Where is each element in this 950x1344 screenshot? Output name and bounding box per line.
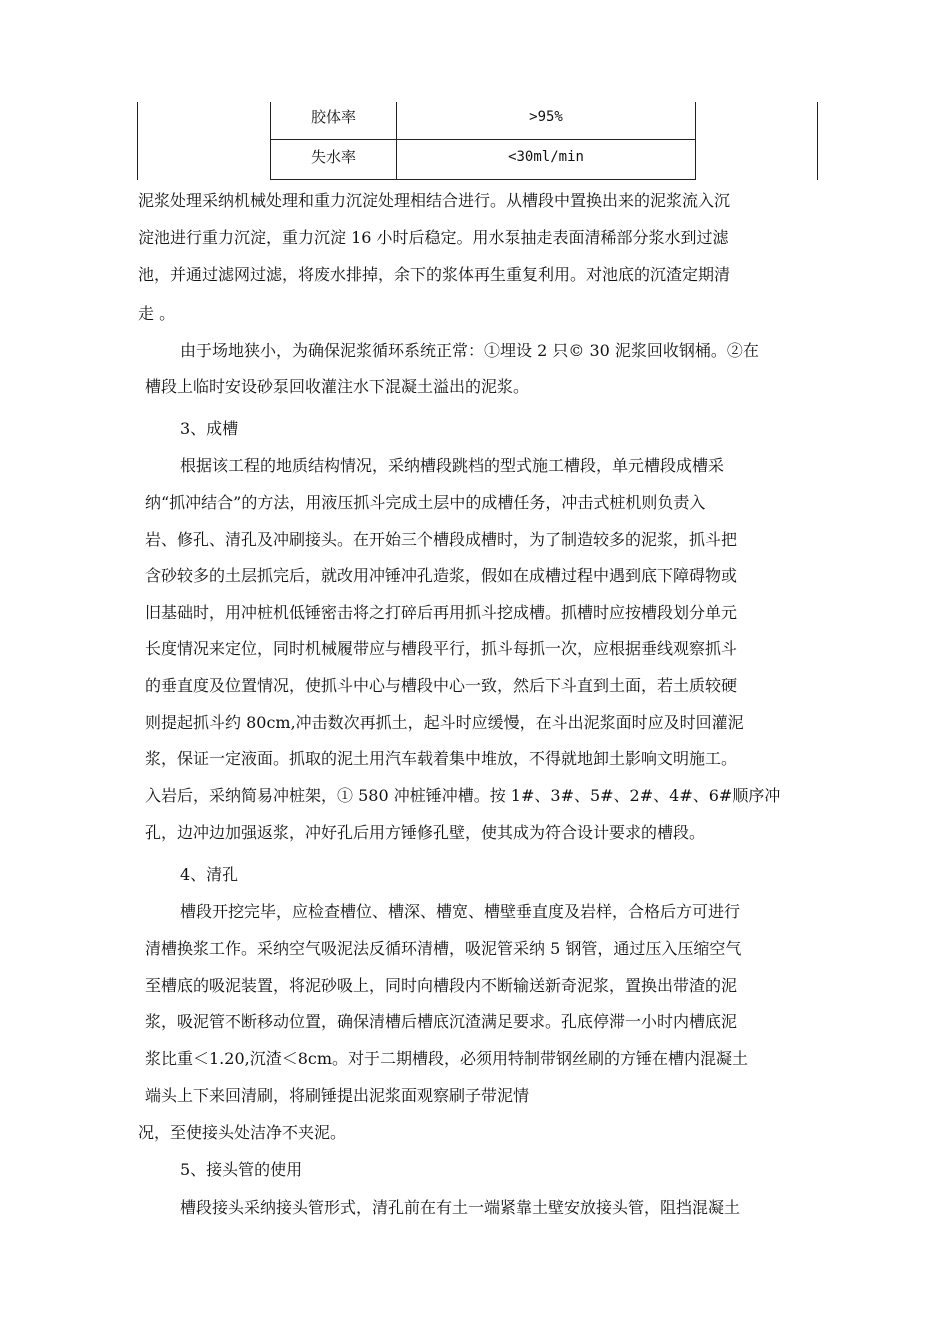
table-cell-value: >95% (529, 109, 563, 125)
table-cell-label: 胶体率 (310, 108, 356, 126)
text-line: 槽段开挖完毕，应检查槽位、槽深、槽宽、槽壁垂直度及岩样，合格后方可进行 (180, 902, 741, 921)
text-line: 淀池进行重力沉淀，重力沉淀 16 小时后稳定。用水泵抽走表面清稀部分浆水到过滤 (138, 228, 729, 247)
text-line: 岩、修孔、清孔及冲刷接头。在开始三个槽段成槽时，为了制造较多的泥浆，抓斗把 (145, 530, 738, 549)
text-line: 浆比重＜1.20,沉渣＜8cm。对于二期槽段，必须用特制带钢丝刷的方锤在槽内混凝土 (145, 1049, 749, 1068)
table-border-left (137, 102, 138, 180)
text-line: 根据该工程的地质结构情况，采纳槽段跳档的型式施工槽段，单元槽段成槽采 (180, 456, 725, 475)
text-line: 走 。 (138, 304, 176, 323)
table-cell-value: <30ml/min (508, 149, 584, 165)
text-line: 泥浆处理采纳机械处理和重力沉淀处理相结合进行。从槽段中置换出来的泥浆流入沉 (138, 191, 731, 210)
text-line: 的垂直度及位置情况，使抓斗中心与槽段中心一致，然后下斗直到土面，若土质较硬 (145, 676, 738, 695)
text-line: 浆，吸泥管不断移动位置，确保清槽后槽底沉渣满足要求。孔底停滞一小时内槽底泥 (145, 1012, 738, 1031)
table-bottom-border (270, 179, 696, 180)
table-divider-right (695, 102, 696, 180)
text-line: 由于场地狭小，为确保泥浆循环系统正常：①埋设 2 只© 30 泥浆回收钢桶。②在 (180, 341, 759, 360)
text-line: 况，至使接头处洁净不夹泥。 (138, 1123, 347, 1142)
table-border-right (817, 102, 818, 180)
section-heading: 5、接头管的使用 (180, 1160, 303, 1179)
text-line: 槽段上临时安设砂泵回收灌注水下混凝土溢出的泥浆。 (145, 377, 530, 396)
text-line: 至槽底的吸泥装置，将泥砂吸上，同时向槽段内不断输送新奇泥浆，置换出带渣的泥 (145, 976, 738, 995)
text-line: 槽段接头采纳接头管形式，清孔前在有土一端紧靠土壁安放接头管，阻挡混凝土 (180, 1198, 741, 1217)
text-line: 池，并通过滤网过滤，将废水排掉，余下的浆体再生重复利用。对池底的沉渣定期清 (138, 265, 731, 284)
text-line: 含砂较多的土层抓完后，就改用冲锤冲孔造浆，假如在成槽过程中遇到底下障碍物或 (145, 566, 738, 585)
section-heading: 3、成槽 (180, 419, 239, 438)
text-line: 则提起抓斗约 80cm,冲击数次再抓土，起斗时应缓慢，在斗出泥浆面时应及时回灌泥 (145, 713, 744, 732)
table-cell-label: 失水率 (310, 148, 356, 166)
text-line: 清槽换浆工作。采纳空气吸泥法反循环清槽，吸泥管采纳 5 钢管，通过压入压缩空气 (145, 939, 742, 958)
text-line: 纳“抓冲结合”的方法，用液压抓斗完成土层中的成槽任务，冲击式桩机则负责入 (145, 493, 706, 512)
table-row-divider (270, 139, 696, 140)
text-line: 孔，边冲边加强返浆，冲好孔后用方锤修孔壁，使其成为符合设计要求的槽段。 (145, 823, 706, 842)
text-line: 端头上下来回清刷，将刷锤提出泥浆面观察刷子带泥情 (145, 1086, 530, 1105)
text-line: 长度情况来定位，同时机械履带应与槽段平行，抓斗每抓一次，应根据垂线观察抓斗 (145, 639, 738, 658)
text-line: 浆，保证一定液面。抓取的泥土用汽车载着集中堆放，不得就地卸土影响文明施工。 (145, 749, 738, 768)
section-heading: 4、清孔 (180, 865, 239, 884)
text-line: 入岩后，采纳简易冲桩架，① 580 冲桩锤冲槽。按 1#、3#、5#、2#、4#、6#顺序冲 (145, 786, 781, 805)
text-line: 旧基础时，用冲桩机低锤密击将之打碎后再用抓斗挖成槽。抓槽时应按槽段划分单元 (145, 603, 738, 622)
